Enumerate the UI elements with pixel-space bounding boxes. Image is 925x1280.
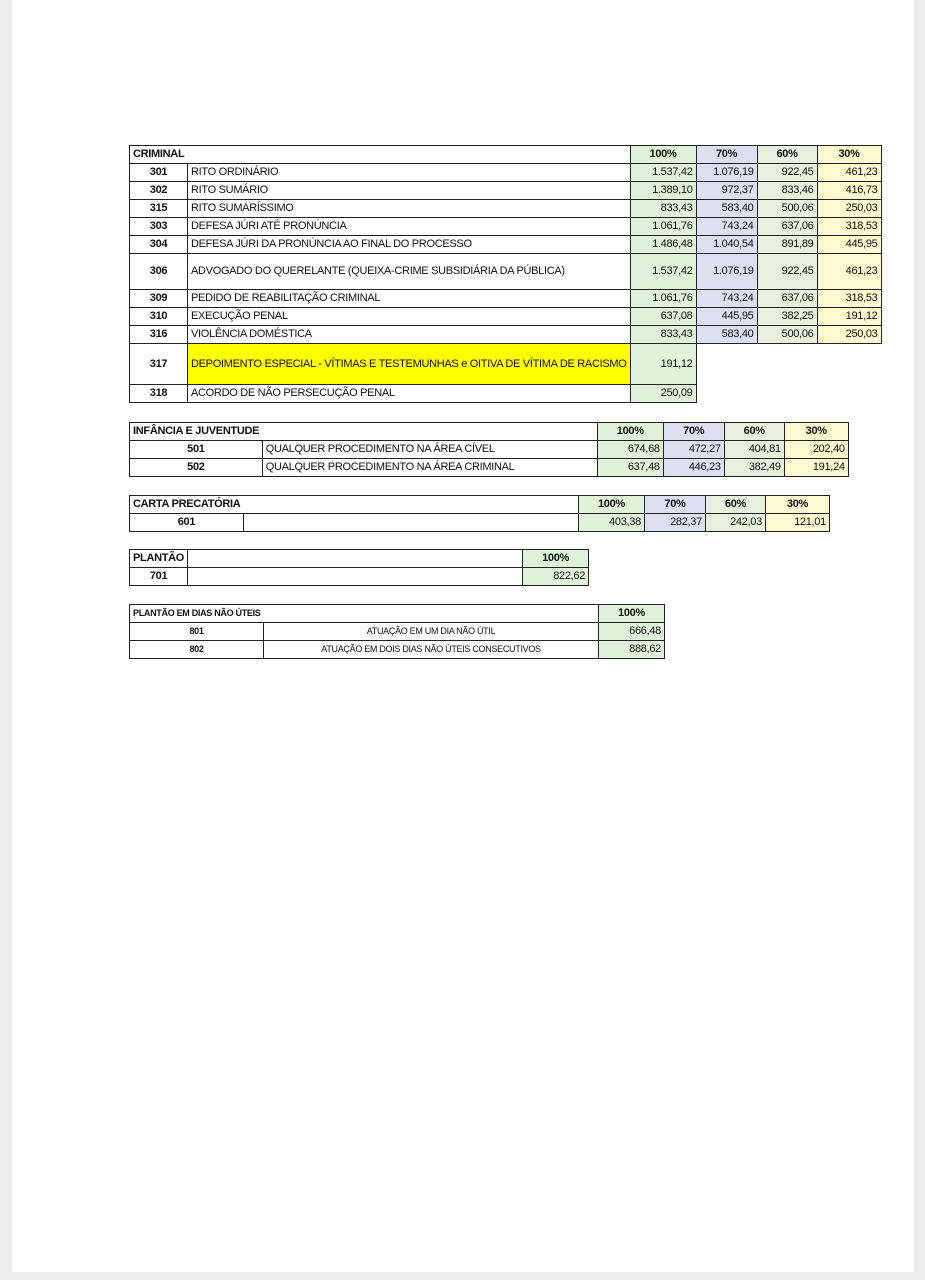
- table-row: 301 RITO ORDINÁRIO 1.537,42 1.076,19 922,45 461,23: [130, 164, 882, 182]
- header-60: 60%: [757, 146, 817, 164]
- plantao-dias-header-row: PLANTÃO EM DIAS NÃO ÚTEIS 100%: [130, 605, 665, 623]
- header-100: 100%: [630, 146, 696, 164]
- table-row: 303 DEFESA JÚRI ATÉ PRONÚNCIA 1.061,76 743,24 637,06 318,53: [130, 218, 882, 236]
- infancia-title: INFÂNCIA E JUVENTUDE: [130, 423, 263, 441]
- table-row-highlighted: 317 DEPOIMENTO ESPECIAL - VÍTIMAS E TESTEMUNHAS e OITIVA DE VÍTIMA DE RACISMO 191,12: [130, 344, 882, 385]
- plantao-title: PLANTÃO: [130, 550, 188, 568]
- table-row: 701 822,62: [130, 568, 589, 586]
- carta-table: [129, 495, 830, 532]
- table-row: 318 ACORDO DE NÃO PERSECUÇÃO PENAL 250,09: [130, 385, 882, 403]
- criminal-table: [129, 145, 882, 403]
- infancia-header-row: INFÂNCIA E JUVENTUDE 100% 70% 60% 30%: [130, 423, 849, 441]
- table-row: 302 RITO SUMÁRIO 1.389,10 972,37 833,46 416,73: [130, 182, 882, 200]
- table-row: 802 ATUAÇÃO EM DOIS DIAS NÃO ÚTEIS CONSECUTIVOS 888,62: [130, 641, 665, 659]
- criminal-header-row: [130, 146, 882, 164]
- table-row: 304 DEFESA JÚRI DA PRONÚNCIA AO FINAL DO PROCESSO 1.486,48 1.040,54 891,89 445,95: [130, 236, 882, 254]
- plantao-header-row: PLANTÃO 100%: [130, 550, 589, 568]
- table-row: 309 PEDIDO DE REABILITAÇÃO CRIMINAL 1.061,76 743,24 637,06 318,53: [130, 290, 882, 308]
- plantao-dias-table: [129, 604, 665, 659]
- highlighted-description: DEPOIMENTO ESPECIAL - VÍTIMAS E TESTEMUNHAS e OITIVA DE VÍTIMA DE RACISMO: [188, 344, 631, 385]
- header-30: 30%: [817, 146, 881, 164]
- table-row: 315 RITO SUMARÍSSIMO 833,43 583,40 500,06 250,03: [130, 200, 882, 218]
- carta-title: CARTA PRECATÓRIA: [130, 496, 244, 514]
- infancia-table: [129, 422, 849, 477]
- plantao-dias-title: PLANTÃO EM DIAS NÃO ÚTEIS: [130, 605, 264, 623]
- table-row: 801 ATUAÇÃO EM UM DIA NÃO ÚTIL 666,48: [130, 623, 665, 641]
- carta-header-row: CARTA PRECATÓRIA 100% 70% 60% 30%: [130, 496, 830, 514]
- table-row: 601 403,38 282,37 242,03 121,01: [130, 514, 830, 532]
- plantao-table: [129, 549, 589, 586]
- table-row: 501 QUALQUER PROCEDIMENTO NA ÁREA CÍVEL 674,68 472,27 404,81 202,40: [130, 441, 849, 459]
- criminal-title: CRIMINAL: [130, 146, 188, 164]
- table-row: 316 VIOLÊNCIA DOMÉSTICA 833,43 583,40 500,06 250,03: [130, 326, 882, 344]
- table-row: 502 QUALQUER PROCEDIMENTO NA ÁREA CRIMINAL 637,48 446,23 382,49 191,24: [130, 459, 849, 477]
- header-70: 70%: [696, 146, 757, 164]
- table-row: 306 ADVOGADO DO QUERELANTE (QUEIXA-CRIME SUBSIDIÁRIA DA PÚBLICA) 1.537,42 1.076,19 922,45 461,23: [130, 254, 882, 290]
- table-row: 310 EXECUÇÃO PENAL 637,08 445,95 382,25 191,12: [130, 308, 882, 326]
